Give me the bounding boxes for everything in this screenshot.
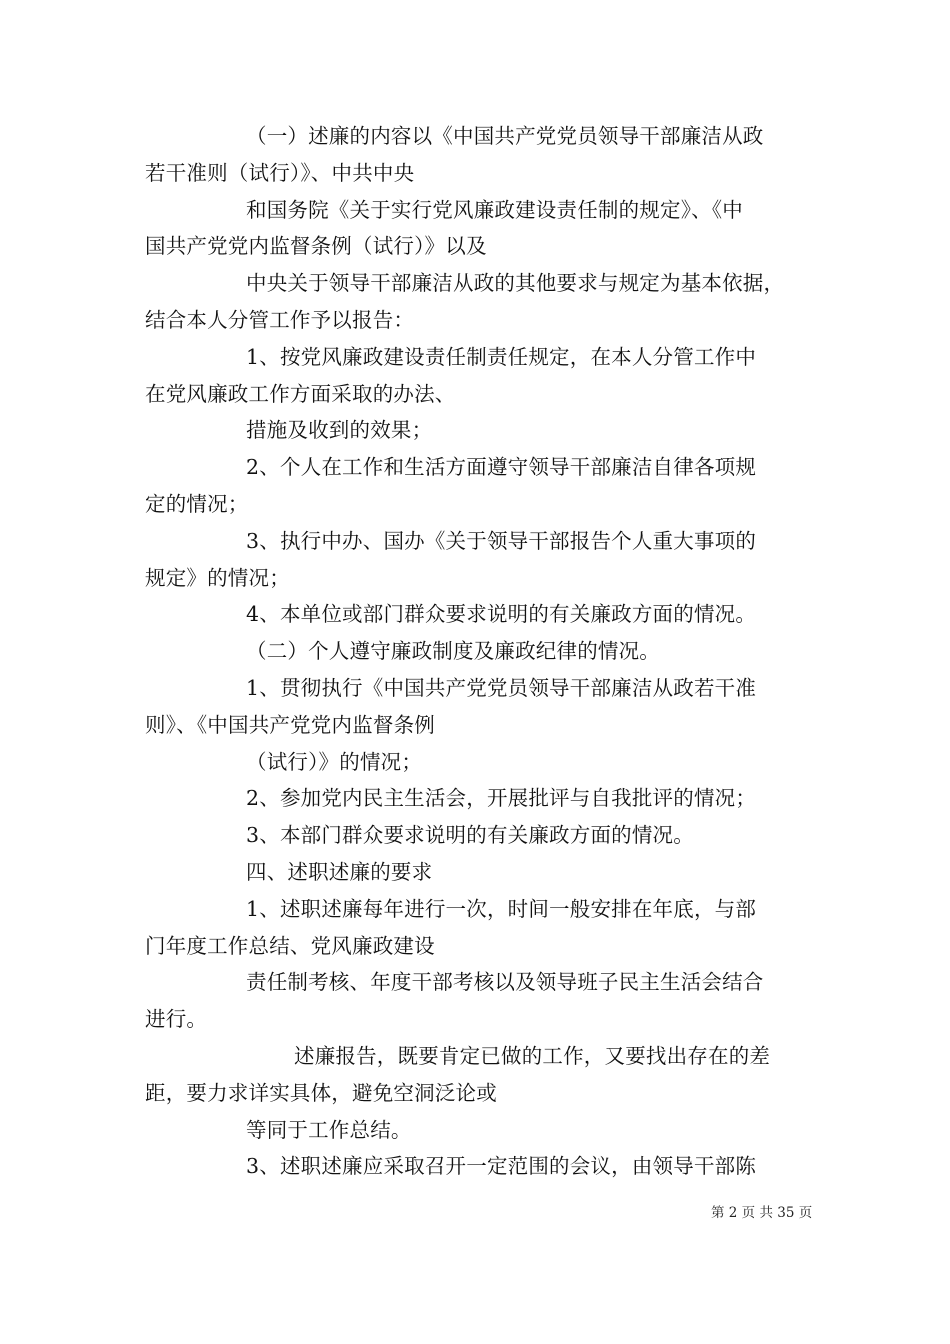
text-line: 1、按党风廉政建设责任制责任规定，在本人分管工作中 <box>246 344 757 369</box>
text-line: （试行）》的情况； <box>246 749 423 774</box>
text-line: 3、述职述廉应采取召开一定范围的会议，由领导干部陈 <box>246 1154 757 1179</box>
text-line: 1、述职述廉每年进行一次，时间一般安排在年底，与部 <box>246 896 757 921</box>
text-line: （二）个人遵守廉政制度及廉政纪律的情况。 <box>246 639 660 664</box>
text-line: 定的情况； <box>145 491 249 516</box>
section-heading: 四、述职述廉的要求 <box>246 859 433 884</box>
text-line: 若干准则（试行）》、中共中央 <box>145 160 415 185</box>
text-line: 则》、《中国共产党党内监督条例 <box>145 712 435 737</box>
text-line: 2、个人在工作和生活方面遵守领导干部廉洁自律各项规 <box>246 455 757 480</box>
text-line: 门年度工作总结、党风廉政建设 <box>145 933 435 958</box>
text-line: 1、贯彻执行《中国共产党党员领导干部廉洁从政若干准 <box>246 675 757 700</box>
text-line: 责任制考核、年度干部考核以及领导班子民主生活会结合 <box>246 970 764 995</box>
text-line: 国共产党党内监督条例（试行）》以及 <box>145 234 487 259</box>
document-body <box>145 118 815 1185</box>
text-line: 3、本部门群众要求说明的有关廉政方面的情况。 <box>246 823 694 848</box>
text-line: 和国务院《关于实行党风廉政建设责任制的规定》、《中 <box>246 197 743 222</box>
text-line: 结合本人分管工作予以报告： <box>145 307 415 332</box>
text-line: （一）述廉的内容以《中国共产党党员领导干部廉洁从政 <box>246 124 764 148</box>
text-line: 3、执行中办、国办《关于领导干部报告个人重大事项的 <box>246 528 757 553</box>
text-line: 在党风廉政工作方面采取的办法、 <box>145 381 456 406</box>
text-line: 2、参加党内民主生活会，开展批评与自我批评的情况； <box>246 786 757 811</box>
text-line: 进行。 <box>145 1007 208 1032</box>
text-line: 4、本单位或部门群众要求说明的有关廉政方面的情况。 <box>246 602 757 627</box>
page-number-footer: 第 2 页 共 35 页 <box>711 1205 813 1221</box>
text-line: 述廉报告，既要肯定已做的工作，又要找出存在的差 <box>294 1043 771 1068</box>
text-line: 措施及收到的效果； <box>246 418 433 443</box>
text-line: 规定》的情况； <box>145 565 290 590</box>
text-line: 中央关于领导干部廉洁从政的其他要求与规定为基本依据， <box>246 271 785 296</box>
text-line: 等同于工作总结。 <box>246 1117 412 1142</box>
text-line: 距，要力求详实具体，避免空洞泛论或 <box>145 1080 497 1105</box>
